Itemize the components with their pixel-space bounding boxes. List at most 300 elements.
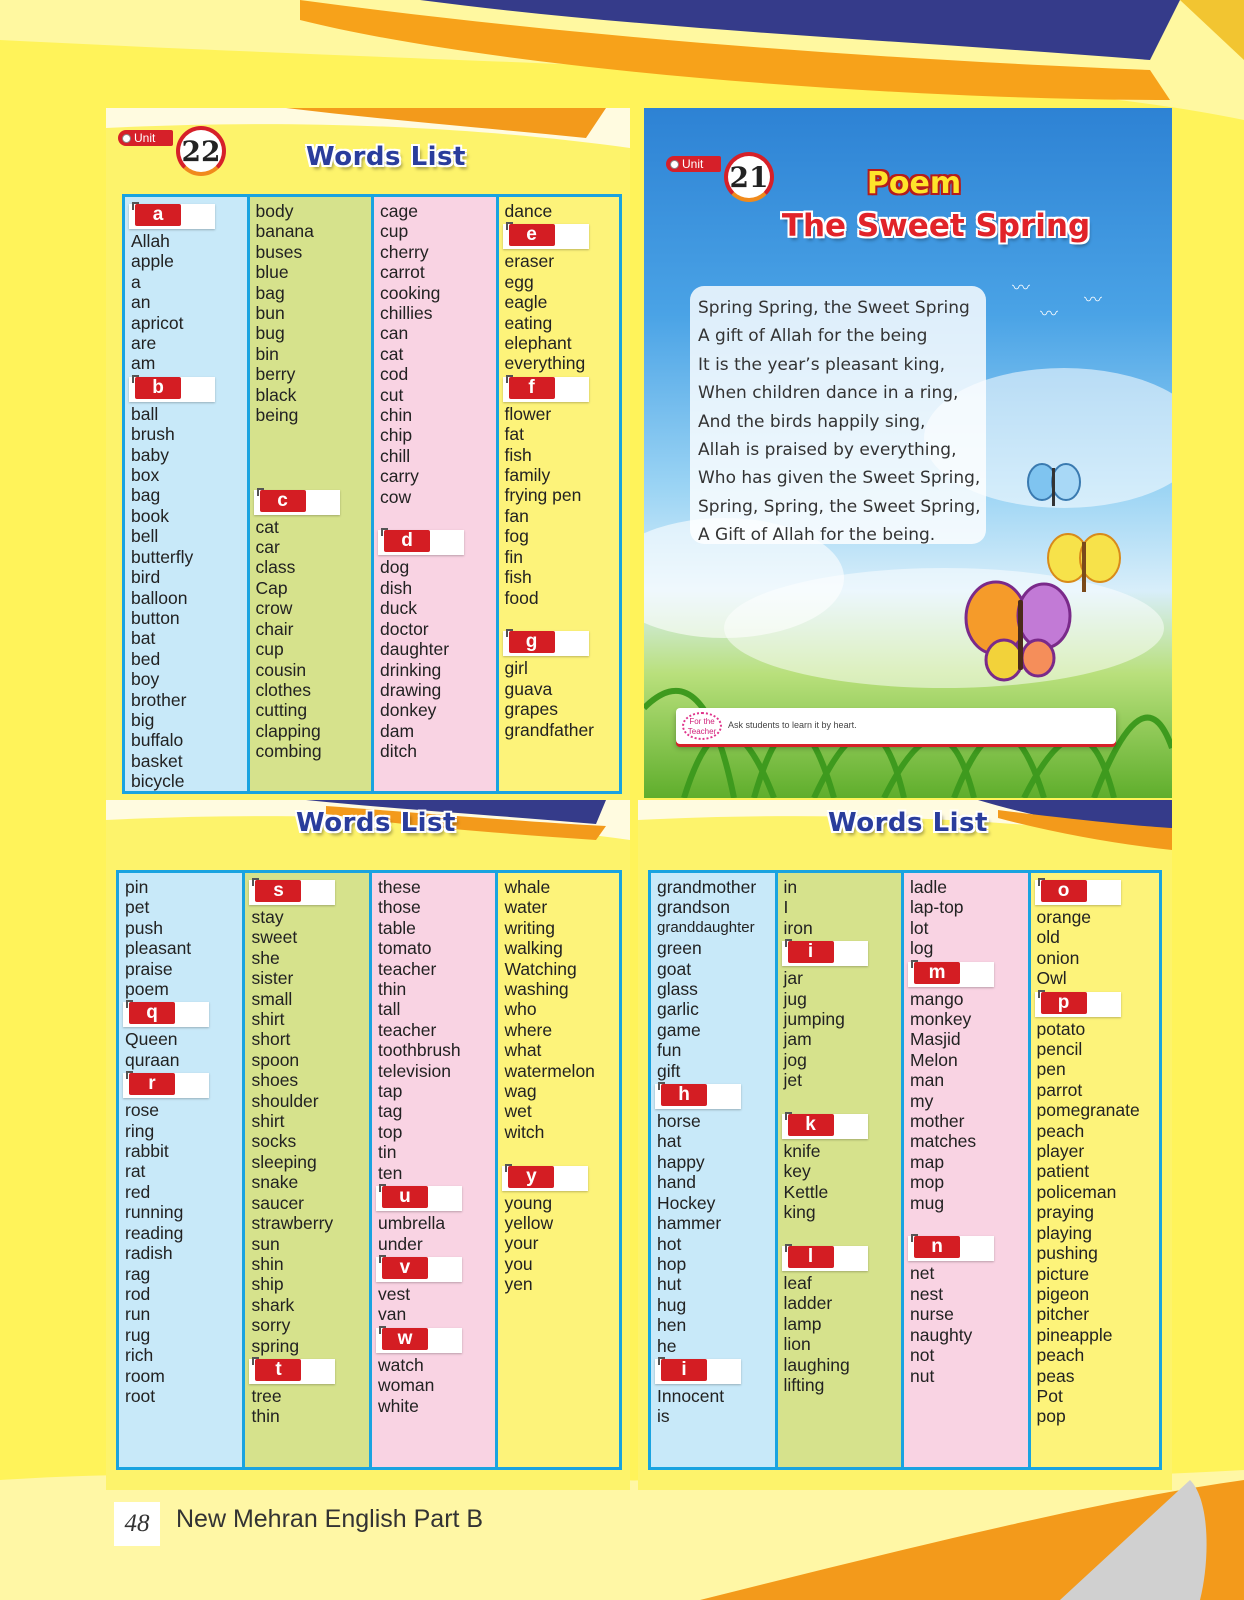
word-item: rod [125,1283,151,1304]
word-column-2 [778,873,905,1467]
letter-heading-label: b [135,377,181,399]
word-item: onion [1036,947,1080,968]
word-item: yen [504,1274,533,1295]
letter-heading [655,1084,741,1109]
word-item: peach [1036,1120,1085,1141]
word-item: log [910,938,934,959]
word-item: your [504,1233,539,1254]
panel-title: Words List [306,142,466,172]
word-item: cut [380,384,404,405]
word-item: ball [131,403,159,424]
word-item: fat [504,424,524,445]
word-item: doctor [380,618,429,639]
spacer [904,1213,1028,1233]
letter-heading-label: l [788,1246,834,1268]
word-item: grandmother [657,877,757,897]
butterfly-icon [1044,528,1124,608]
spacer [778,1223,902,1243]
word-item: jog [783,1049,807,1070]
letter-heading [503,377,589,402]
word-item: praying [1036,1202,1094,1223]
words-list-panel-bottom-left [106,800,630,1490]
word-item: banana [255,221,314,242]
word-item: wag [504,1081,537,1102]
words-list-panel-bottom-right [638,800,1172,1490]
word-item: spoon [251,1049,300,1070]
word-item: saucer [251,1192,305,1213]
word-item: washing [504,979,569,1000]
word-item: can [380,323,409,344]
word-item: pineapple [1036,1324,1113,1345]
word-item: spring [251,1335,300,1356]
word-item: teacher [377,1019,437,1040]
word-item: elephant [504,333,572,354]
letter-heading [782,1246,868,1271]
letter-heading-label: t [255,1359,301,1381]
word-item: ladder [783,1293,833,1314]
word-item: body [255,201,294,221]
word-item: crow [255,598,293,619]
word-item: nut [910,1365,935,1386]
word-item: player [1036,1141,1085,1162]
spacer [499,608,620,628]
word-item: clothes [255,679,311,700]
word-item: pin [125,877,149,897]
poem-title: The Sweet Spring [781,208,1091,244]
word-item: flower [504,403,552,424]
letter-heading-label: c [260,490,306,512]
word-item: top [377,1121,403,1142]
unit-number: 21 [724,152,774,202]
word-item: bird [131,567,161,588]
word-item: quraan [125,1049,180,1070]
word-item: push [125,917,163,938]
letter-heading-label: f [509,377,555,399]
word-column-3 [372,873,498,1467]
word-item: net [910,1263,935,1284]
word-item: watch [377,1354,424,1375]
letter-heading [376,1257,462,1282]
word-item: ship [251,1274,284,1295]
word-item: balloon [131,587,188,608]
word-item: hug [657,1294,687,1315]
word-item: teacher [377,958,437,979]
letter-heading-label: o [1041,880,1087,902]
word-item: ditch [380,741,417,762]
word-item: room [125,1365,165,1386]
word-item: shoes [251,1070,299,1091]
word-item: tag [377,1101,403,1122]
letter-heading-label: i [661,1359,707,1381]
word-item: hop [657,1253,687,1274]
poem-heading: Poem [866,166,962,201]
words-list-panel-top-left [106,108,630,800]
word-item: cousin [255,659,307,680]
word-item: drawing [380,679,442,700]
word-item: bell [131,526,159,547]
word-item: sleeping [251,1151,317,1172]
letter-heading-label: a [135,204,181,226]
spacer [778,1091,902,1111]
letter-heading [129,377,215,402]
word-item: mug [910,1192,945,1213]
word-item: Queen [125,1029,178,1050]
word-item: daughter [380,639,450,660]
word-item: sorry [251,1315,291,1336]
word-item: ladle [910,877,948,897]
word-item: laughing [783,1354,850,1375]
word-item: these [377,877,421,897]
word-item: drinking [380,659,442,680]
word-item: water [504,897,548,918]
word-item: bat [131,628,156,649]
word-item: chill [380,445,411,466]
word-item: nest [910,1283,944,1304]
letter-heading [1035,880,1121,905]
word-item: button [131,607,180,628]
letter-heading [254,490,340,515]
word-item: van [377,1304,407,1325]
word-item: hand [657,1172,696,1193]
word-item: grapes [504,699,559,720]
word-item: key [783,1161,811,1182]
word-item: cod [380,364,409,385]
letter-heading-label: q [129,1002,175,1024]
word-item: car [255,537,280,558]
word-item: praise [125,958,173,979]
word-item: pop [1036,1406,1066,1427]
word-item: fan [504,505,529,526]
words-table [648,870,1162,1470]
word-item: naughty [910,1324,973,1345]
word-item: Allah [131,231,170,251]
poem-line: Who has given the Sweet Spring, [698,468,981,489]
word-item: poem [125,979,169,1000]
word-item: shark [251,1294,295,1315]
word-item: carrot [380,262,425,283]
word-item: cow [380,486,412,507]
word-item: Kettle [783,1181,829,1202]
word-item: shin [251,1253,284,1274]
word-item: cherry [380,241,429,262]
word-item: rose [125,1100,160,1121]
word-item: jug [783,988,807,1009]
word-item: table [377,917,416,938]
unit-label: Unit [118,130,173,146]
word-item: yellow [504,1213,554,1234]
teacher-note-bar [676,708,1116,744]
word-item: pushing [1036,1243,1098,1264]
word-item: dance [504,201,553,221]
word-item: carry [380,466,419,487]
letter-heading-label: w [382,1328,428,1350]
word-item: bag [131,485,161,506]
letter-heading [376,1328,462,1353]
word-item: chillies [380,303,433,324]
word-item: guava [504,678,553,699]
word-item: fish [504,567,532,588]
word-item: matches [910,1131,977,1152]
word-item: cup [255,639,284,660]
word-item: combing [255,741,322,762]
word-item: pen [1036,1059,1066,1080]
letter-heading-label: r [129,1073,175,1095]
word-item: rabbit [125,1141,169,1162]
unit-label: Unit [666,156,721,172]
letter-heading-label: g [509,631,555,653]
word-item: cutting [255,700,308,721]
word-item: hat [657,1131,682,1152]
poem-line: Spring, Spring, the Sweet Spring, [698,496,981,517]
word-item: radish [125,1243,173,1264]
word-column-1 [651,873,778,1467]
poem-line: When children dance in a ring, [698,383,959,404]
letter-heading [908,962,994,987]
panel-title: Words List [296,808,456,838]
teacher-note: Ask students to learn it by heart. [728,720,857,730]
word-item: nurse [910,1304,954,1325]
word-item: chair [255,618,294,639]
butterfly-icon [1024,458,1084,518]
word-item: whale [504,877,551,897]
letter-heading-label: h [661,1084,707,1106]
word-item: ring [125,1120,155,1141]
word-item: Melon [910,1049,958,1070]
word-item: glass [657,979,698,1000]
word-item: cat [380,343,404,364]
word-item: witch [504,1121,545,1142]
word-item: lot [910,917,929,938]
letter-heading [1035,992,1121,1017]
word-item: fin [504,546,523,567]
word-item: jet [783,1070,802,1091]
word-item: tomato [377,938,432,959]
word-item: bug [255,323,285,344]
letter-heading-label: n [914,1236,960,1258]
word-item: sun [251,1233,280,1254]
letter-heading-label: u [382,1186,428,1208]
word-item: shirt [251,1111,285,1132]
word-column-3 [904,873,1031,1467]
word-item: ten [377,1162,403,1183]
teacher-tag: For the Teacher [682,712,722,740]
word-item: stay [251,907,284,927]
word-item: cooking [380,282,441,303]
letter-heading-label: m [914,962,960,984]
letter-heading [249,1359,335,1384]
poem-line: And the birds happily sing, [698,411,926,432]
word-item: parrot [1036,1079,1083,1100]
bird-icon: 〰 [1012,278,1030,298]
word-item: shoulder [251,1090,319,1111]
word-item: dog [380,557,410,578]
word-column-1 [125,197,250,791]
spacer [250,425,372,486]
word-item: jar [783,968,803,989]
letter-heading [655,1359,741,1384]
letter-heading [908,1236,994,1261]
words-table [122,194,622,794]
word-item: lamp [783,1313,822,1334]
word-item: gift [657,1060,681,1081]
word-item: reading [125,1222,184,1243]
letter-heading [378,530,464,555]
word-item: sweet [251,927,298,948]
poem-line: A Gift of Allah for the being. [698,525,936,546]
word-item: pleasant [125,938,192,959]
word-item: food [504,587,539,608]
word-item: baby [131,444,169,465]
word-item: woman [377,1375,435,1396]
page-number: 48 [114,1502,160,1546]
word-item: a [131,271,141,292]
word-item: Pot [1036,1385,1063,1406]
word-item: goat [657,958,692,979]
word-item: pet [125,897,150,918]
word-item: shirt [251,1009,285,1030]
word-item: chip [380,425,413,446]
word-item: grandfather [504,719,595,740]
unit-badge [118,124,228,184]
letter-heading-label: v [382,1257,428,1279]
word-column-3 [374,197,499,791]
word-item: fun [657,1040,682,1061]
letter-heading-label: s [255,880,301,902]
word-item: jumping [783,1009,845,1030]
word-item: garlic [657,999,699,1020]
word-item: toothbrush [377,1040,461,1061]
word-item: berry [255,364,296,385]
word-item: orange [1036,907,1092,927]
word-item: blue [255,262,289,283]
word-item: monkey [910,1009,972,1030]
word-item: book [131,505,169,526]
word-item: who [504,999,537,1020]
word-item: hot [657,1233,682,1254]
letter-heading-label: y [508,1166,554,1188]
word-item: Innocent [657,1385,725,1406]
word-item: buffalo [131,730,184,751]
letter-heading [123,1073,209,1098]
word-column-1 [119,873,245,1467]
letter-heading [249,880,335,905]
word-item: policeman [1036,1181,1117,1202]
letter-heading-label: k [788,1114,834,1136]
word-item: sister [251,968,294,989]
letter-heading-label: p [1041,992,1087,1014]
word-item: writing [504,917,556,938]
word-item: hen [657,1315,687,1336]
word-item: what [504,1040,542,1061]
word-item: tap [377,1081,403,1102]
word-item: cat [255,516,279,537]
word-item: rag [125,1263,151,1284]
word-item: mother [910,1111,965,1132]
word-item: black [255,384,297,405]
word-item: being [255,405,299,426]
word-item: jam [783,1029,812,1050]
word-item: tree [251,1385,282,1406]
word-item: eating [504,312,553,333]
word-column-2 [245,873,371,1467]
poem-line: Allah is praised by everything, [698,440,957,461]
word-item: hut [657,1274,682,1295]
word-item: socks [251,1131,297,1152]
word-item: wet [504,1101,532,1122]
word-item: rat [125,1161,146,1182]
word-item: television [377,1060,451,1081]
word-item: snake [251,1172,299,1193]
word-item: brush [131,424,175,445]
word-item: horse [657,1111,701,1132]
word-item: eraser [504,251,555,272]
word-item: rug [125,1324,151,1345]
letter-heading-label: d [384,530,430,552]
word-column-4 [499,197,620,791]
word-item: root [125,1385,156,1406]
word-item: I [783,897,789,918]
word-item: Masjid [910,1029,961,1050]
word-item: pomegranate [1036,1100,1140,1121]
word-item: fish [504,444,532,465]
word-column-4 [1031,873,1159,1467]
word-item: granddaughter [657,918,755,936]
word-item: apricot [131,312,184,333]
word-item: fog [504,526,529,547]
word-item: in [783,877,798,897]
spacer [374,507,496,527]
word-item: hammer [657,1213,722,1234]
word-item: strawberry [251,1213,334,1234]
word-column-2 [250,197,375,791]
word-item: green [657,938,702,959]
word-item: big [131,709,155,730]
word-item: lap-top [910,897,964,918]
word-item: thin [251,1406,280,1427]
word-item: she [251,947,280,968]
word-item: buses [255,241,303,262]
word-item: peach [1036,1345,1085,1366]
word-item: bed [131,648,161,669]
word-item: an [131,292,151,313]
word-item: bag [255,282,285,303]
word-item: walking [504,938,563,959]
word-item: mango [910,988,964,1009]
word-item: dam [380,720,415,741]
word-item: you [504,1253,533,1274]
word-item: rich [125,1345,154,1366]
word-item: dish [380,577,413,598]
word-item: duck [380,598,417,619]
word-item: class [255,557,296,578]
word-item: running [125,1202,184,1223]
word-item: girl [504,658,528,679]
word-item: short [251,1029,291,1050]
letter-heading [782,941,868,966]
word-item: apple [131,251,174,272]
word-item: iron [783,917,813,938]
word-item: patient [1036,1161,1090,1182]
word-item: under [377,1233,423,1254]
word-item: boy [131,669,160,690]
word-item: are [131,333,157,354]
word-item: man [910,1070,945,1091]
word-item: game [657,1019,701,1040]
word-item: lifting [783,1375,825,1396]
word-item: watermelon [504,1060,595,1081]
bird-icon: 〰 [1040,304,1058,324]
word-item: basket [131,750,183,771]
